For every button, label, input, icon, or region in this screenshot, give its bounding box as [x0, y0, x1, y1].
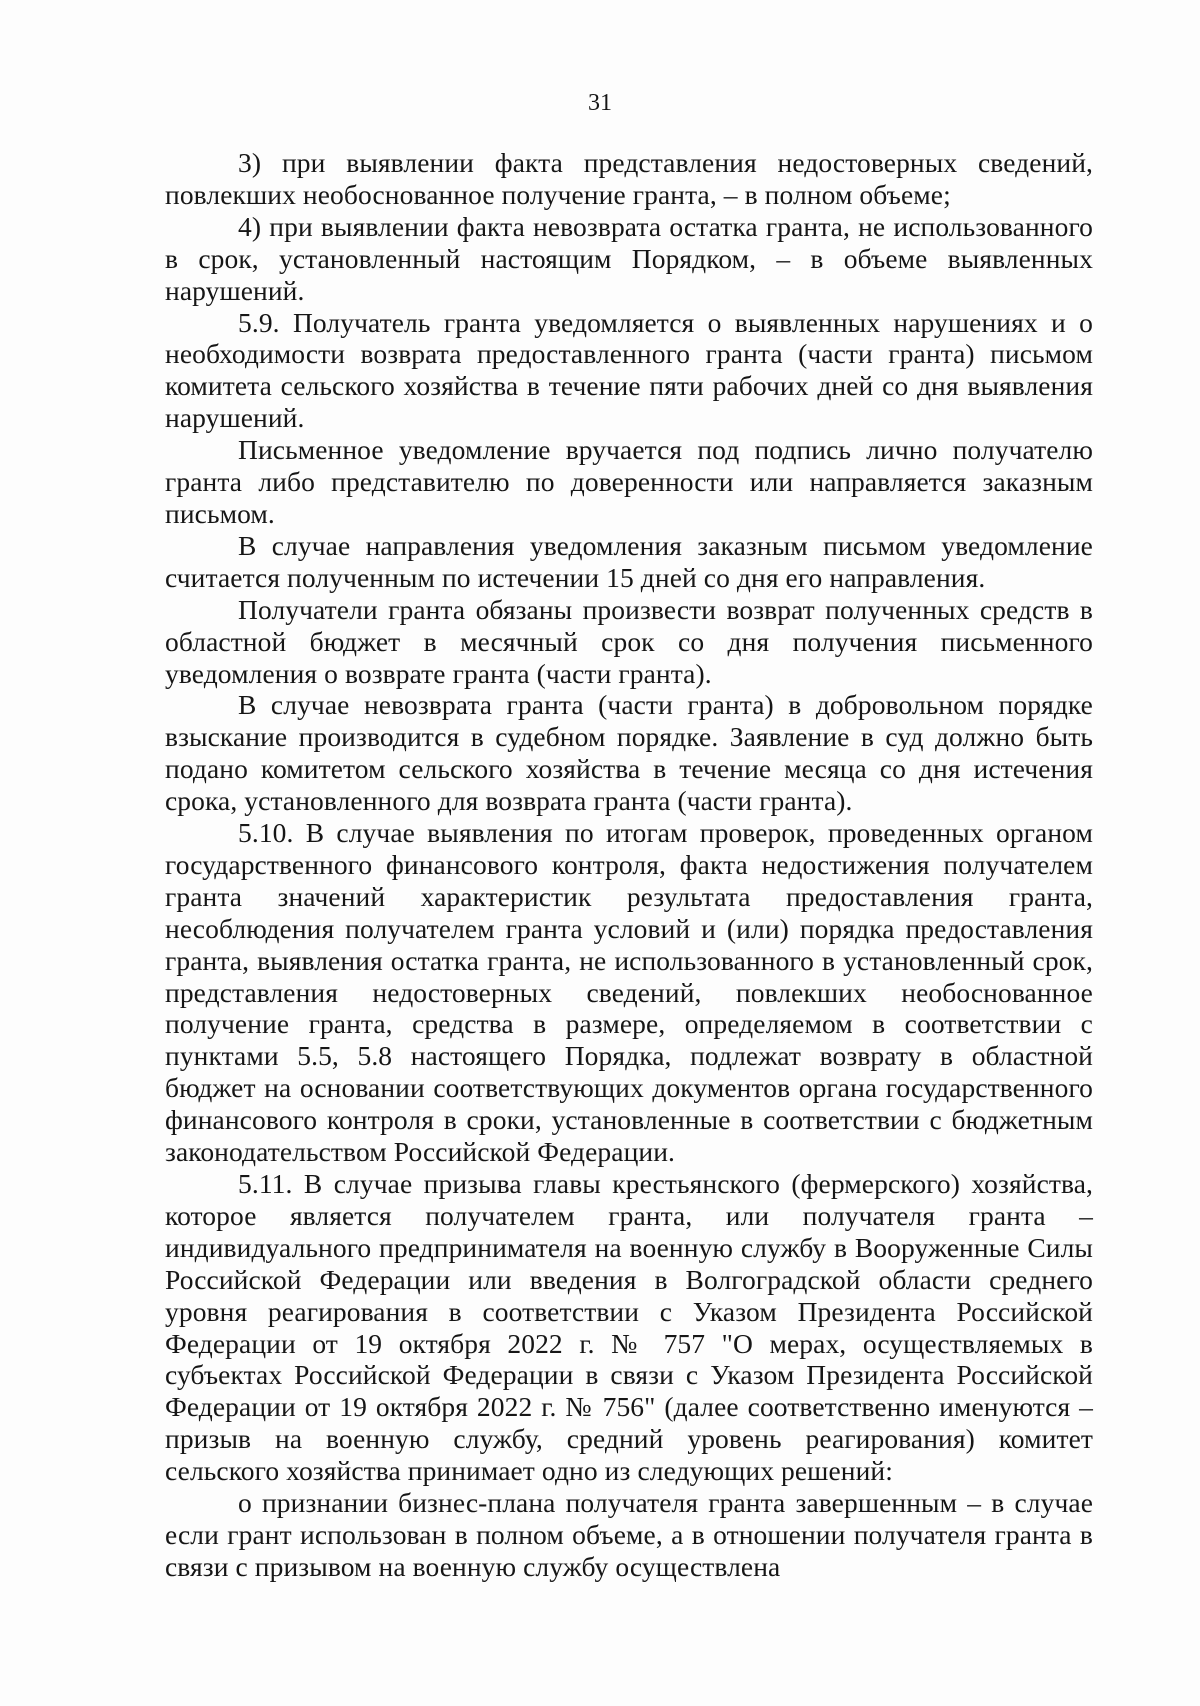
paragraph-registered-mail: В случае направления уведомления заказным письмом уведомление считается полученным по истечении 15 дней со дня его направления. [165, 529, 1093, 593]
paragraph-judicial-recovery: В случае невозврата гранта (части гранта) в добровольном порядке взыскание производится в судебном порядке. Заявление в суд должно быть подано комитетом сельского хозяйства в течение месяца со дня истечения срока, установленного для возврата гранта (части гранта). [165, 689, 1093, 817]
paragraph-5-10: 5.10. В случае выявления по итогам проверок, проведенных органом государственного финансового контроля, факта недостижения получателем гранта значений характеристик результата предоставления гранта, несоблюдения получателем гранта условий и (или) порядка предоставления гранта, выявления остатка гранта, не использованного в установленный срок, представления недостоверных сведений, повлекших необоснованное получение гранта, средства в размере, определяемом в соответствии с пунктами 5.5, 5.8 настоящего Порядка, подлежат возврату в областной бюджет на основании соответствующих документов органа государственного финансового контроля в сроки, установленные в соответствии с бюджетным законодательством Российской Федерации. [165, 817, 1093, 1168]
page-number: 31 [588, 90, 612, 116]
paragraph-item-3: 3) при выявлении факта представления недостоверных сведений, повлекших необоснованное получение гранта, – в полном объеме; [165, 147, 1093, 210]
paragraph-return-obligation: Получатели гранта обязаны произвести возврат полученных средств в областной бюджет в месячный срок со дня получения письменного уведомления о возврате гранта (части гранта). [165, 593, 1093, 689]
paragraph-item-4: 4) при выявлении факта невозврата остатка гранта, не использованного в срок, установленный настоящим Порядком, – в объеме выявленных нарушений. [165, 210, 1093, 306]
paragraph-written-notice: Письменное уведомление вручается под подпись лично получателю гранта либо представителю по доверенности или направляется заказным письмом. [165, 434, 1093, 529]
paragraph-5-9: 5.9. Получатель гранта уведомляется о выявленных нарушениях и о необходимости возврата предоставленного гранта (части гранта) письмом комитета сельского хозяйства в течение пяти рабочих дней со дня выявления нарушений. [165, 306, 1093, 434]
paragraph-business-plan: о признании бизнес-плана получателя гранта завершенным – в случае если грант использован в полном объеме, а в отношении получателя гранта в связи с призывом на военную службу осуществлена [165, 1487, 1093, 1582]
paragraph-5-11: 5.11. В случае призыва главы крестьянского (фермерского) хозяйства, которое является получателем гранта, или получателя гранта – индивидуального предпринимателя на военную службу в Вооруженные Силы Российской Федерации или введения в Волгоградской области среднего уровня реагирования в соответствии с Указом Президента Российской Федерации от 19 октября 2022 г. № 757 "О мерах, осуществляемых в субъектах Российской Федерации в связи с Указом Президента Российской Федерации от 19 октября 2022 г. № 756" (далее соответственно именуются – призыв на военную службу, средний уровень реагирования) комитет сельского хозяйства принимает одно из следующих решений: [165, 1168, 1093, 1487]
document-body [165, 147, 1093, 1583]
